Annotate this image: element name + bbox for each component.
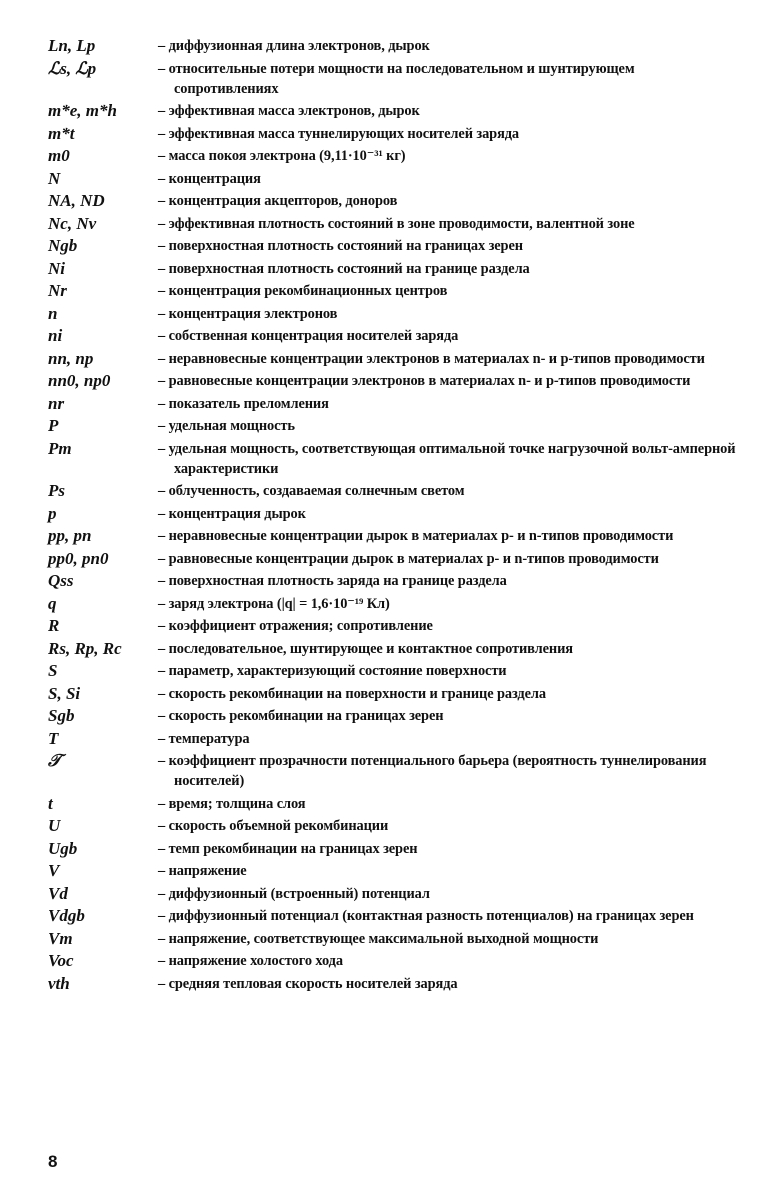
definition: – диффузионная длина электронов, дырок (158, 38, 430, 54)
symbol: Pm (48, 438, 72, 458)
symbol-entry (48, 661, 738, 681)
symbol-entry (48, 706, 738, 726)
definition: – показатель преломления (158, 395, 329, 412)
symbol-entry (48, 371, 738, 391)
symbol: Ps (48, 481, 65, 500)
symbol-entry (48, 974, 738, 994)
definition: – коэффициент отражения; сопротивление (158, 618, 433, 634)
symbol: p (48, 503, 57, 523)
definition: – скорость рекомбинации на границах зерен (158, 708, 444, 724)
symbol-entry (48, 594, 738, 614)
symbol: T (48, 728, 59, 748)
symbol-entry (48, 504, 738, 524)
symbol: NA, ND (48, 191, 105, 210)
symbol: pp0, pn0 (48, 548, 109, 568)
definition: – напряжение (158, 863, 247, 879)
symbol-entry (48, 214, 738, 234)
symbol: nr (48, 393, 65, 413)
symbol-entry (48, 929, 738, 949)
symbol-entry (48, 684, 738, 704)
definition: – диффузионный потенциал (контактная разность потенциалов) на границах зерен (158, 908, 694, 924)
symbol: t (48, 793, 53, 813)
symbol-entry (48, 59, 738, 99)
definition: – напряжение холостого хода (158, 953, 343, 969)
symbol-entry (48, 36, 738, 56)
definition: – эффективная плотность состояний в зоне проводимости, валентной зоне (158, 215, 635, 232)
symbol: P (48, 416, 59, 435)
symbol-entry (48, 616, 738, 636)
symbol-entry (48, 526, 738, 546)
symbol-entry (48, 794, 738, 814)
definition: – температура (158, 730, 250, 747)
symbol-entry (48, 124, 738, 144)
definition: – равновесные концентрации электронов в материалах n- и p-типов проводимости (158, 373, 691, 389)
symbol-entry (48, 439, 738, 479)
symbol-entry (48, 549, 738, 569)
symbol-entry (48, 191, 738, 211)
symbol: Ugb (48, 838, 78, 858)
symbol: S (48, 661, 58, 680)
definition: – поверхностная плотность состояний на границе раздела (158, 260, 530, 277)
definition: – относительные потери мощности на последовательном и шунтирующем сопротивлениях (158, 60, 635, 97)
definition: – скорость объемной рекомбинации (158, 818, 389, 834)
definition: – равновесные концентрации дырок в материалах p- и n-типов проводимости (158, 550, 659, 567)
symbol: ℒs, ℒp (48, 58, 97, 78)
symbol: Ni (48, 258, 65, 278)
definition: – концентрация дырок (158, 505, 306, 522)
symbol: q (48, 593, 57, 613)
symbol: N (48, 168, 61, 188)
definition: – средняя тепловая скорость носителей заряда (158, 975, 458, 992)
symbol-entry (48, 326, 738, 346)
definition: – скорость рекомбинации на поверхности и границе раздела (158, 685, 546, 702)
symbol: R (48, 616, 60, 635)
symbol: ni (48, 326, 63, 345)
symbol-entry (48, 281, 738, 301)
definition: – концентрация акцепторов, доноров (158, 193, 398, 209)
symbol-entry (48, 259, 738, 279)
definition: – параметр, характеризующий состояние поверхности (158, 663, 507, 679)
definition: – концентрация электронов (158, 305, 338, 322)
symbol: m*t (48, 123, 75, 143)
symbol-entry (48, 571, 738, 591)
definition: – эффективная масса туннелирующих носителей заряда (158, 125, 520, 142)
symbol-entry (48, 481, 738, 501)
symbol-entry (48, 884, 738, 904)
symbol-entry (48, 169, 738, 189)
symbol: m*e, m*h (48, 101, 117, 120)
definition: – концентрация (158, 170, 261, 187)
symbol: Sgb (48, 706, 75, 725)
symbol: Nr (48, 281, 67, 300)
symbol-entry (48, 839, 738, 859)
definition: – заряд электрона (|q| = 1,6·10⁻¹⁹ Кл) (158, 595, 390, 612)
definition: – коэффициент прозрачности потенциального барьера (вероятность туннелирования носителей) (158, 753, 707, 789)
symbol-entry (48, 416, 738, 436)
symbol: Nc, Nv (48, 213, 97, 233)
definition: – поверхностная плотность состояний на границах зерен (158, 238, 523, 254)
symbol-entry (48, 146, 738, 166)
symbol: U (48, 816, 61, 835)
definition: – неравновесные концентрации дырок в материалах p- и n-типов проводимости (158, 528, 674, 544)
symbol-entry (48, 349, 738, 369)
symbol-entry (48, 816, 738, 836)
symbol-entry (48, 639, 738, 659)
symbol: Rs, Rp, Rc (48, 638, 122, 658)
symbol-list (48, 36, 738, 996)
definition: – диффузионный (встроенный) потенциал (158, 885, 430, 902)
symbol: Vd (48, 883, 68, 903)
symbol-entry (48, 729, 738, 749)
symbol: Ln, Lp (48, 36, 96, 55)
page-number: 8 (48, 1152, 58, 1171)
symbol-entry (48, 951, 738, 971)
symbol-entry (48, 861, 738, 881)
definition: – последовательное, шунтирующее и контактное сопротивления (158, 640, 573, 657)
symbol: nn, np (48, 348, 94, 368)
symbol-entry (48, 394, 738, 414)
symbol: V (48, 861, 60, 880)
symbol: n (48, 303, 58, 323)
symbol-entry (48, 751, 738, 791)
symbol: pp, pn (48, 526, 92, 545)
symbol: Ngb (48, 236, 78, 255)
definition: – темп рекомбинации на границах зерен (158, 840, 418, 857)
definition: – собственная концентрация носителей заряда (158, 328, 459, 344)
definition: – концентрация рекомбинационных центров (158, 283, 448, 299)
definition: – поверхностная плотность заряда на границе раздела (158, 573, 507, 589)
definition: – удельная мощность (158, 418, 295, 434)
symbol: Vdgb (48, 906, 85, 925)
definition: – облученность, создаваемая солнечным светом (158, 483, 465, 499)
symbol-entry (48, 236, 738, 256)
symbol: Qss (48, 571, 74, 590)
definition: – эффективная масса электронов, дырок (158, 103, 420, 119)
symbol-entry (48, 906, 738, 926)
symbol: Voc (48, 951, 74, 970)
symbol: S, Si (48, 683, 81, 703)
definition: – удельная мощность, соответствующая оптимальной точке нагрузочной вольт-амперной характеристики (158, 440, 736, 477)
symbol: m0 (48, 146, 70, 165)
definition: – неравновесные концентрации электронов в материалах n- и p-типов проводимости (158, 350, 705, 367)
symbol: vth (48, 973, 70, 993)
definition: – время; толщина слоя (158, 795, 306, 812)
definition: – масса покоя электрона (9,11·10⁻³¹ кг) (158, 148, 406, 164)
symbol: nn0, np0 (48, 371, 111, 390)
symbol: Vm (48, 928, 73, 948)
definition: – напряжение, соответствующее максимальной выходной мощности (158, 930, 599, 947)
symbol-entry (48, 101, 738, 121)
symbol-entry (48, 304, 738, 324)
symbol: 𝒯 (48, 751, 62, 770)
